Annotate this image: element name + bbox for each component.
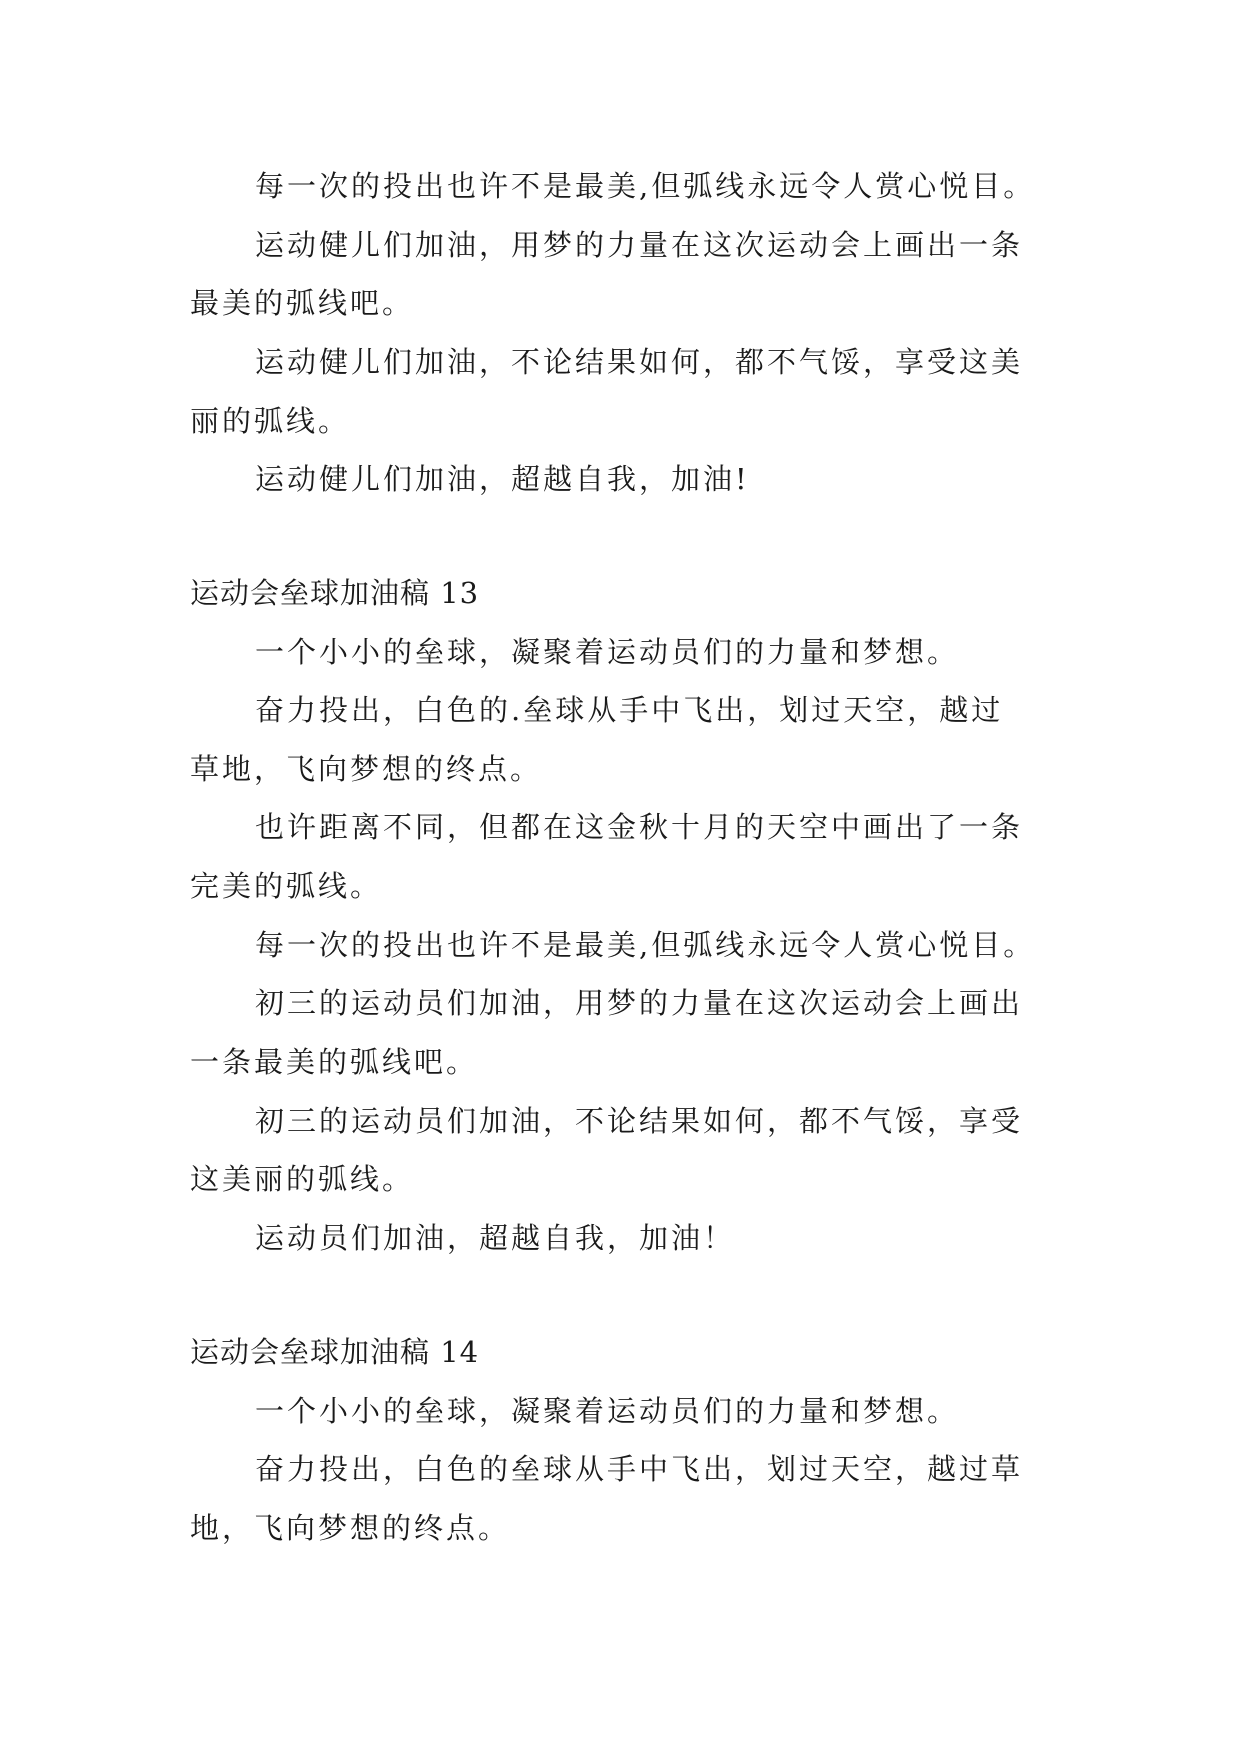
paragraph-line: 地，飞向梦想的终点。	[190, 1511, 511, 1545]
paragraph-line: 运动健儿们加油，用梦的力量在这次运动会上画出一条	[255, 228, 1024, 262]
paragraph-line: 运动健儿们加油，超越自我，加油!	[255, 462, 750, 496]
paragraph-line: 草地，飞向梦想的终点。	[190, 752, 543, 786]
paragraph-line: 也许距离不同，但都在这金秋十月的天空中画出了一条	[255, 810, 1024, 844]
paragraph-line: 最美的弧线吧。	[190, 286, 415, 320]
paragraph-line: 完美的弧线。	[190, 869, 383, 903]
paragraph-line: 每一次的投出也许不是最美,但弧线永远令人赏心悦目。	[255, 169, 1036, 203]
paragraph-line: 运动健儿们加油，不论结果如何，都不气馁，享受这美	[255, 345, 1024, 379]
paragraph-line: 一个小小的垒球，凝聚着运动员们的力量和梦想。	[255, 635, 960, 669]
section-title: 运动会垒球加油稿 13	[190, 576, 480, 610]
paragraph-line: 每一次的投出也许不是最美,但弧线永远令人赏心悦目。	[255, 928, 1036, 962]
paragraph-line: 奋力投出，白色的.垒球从手中飞出，划过天空，越过	[255, 693, 1004, 727]
paragraph-line: 奋力投出，白色的垒球从手中飞出，划过天空，越过草	[255, 1452, 1024, 1486]
paragraph-line: 运动员们加油，超越自我，加油！	[255, 1221, 736, 1255]
paragraph-line: 初三的运动员们加油，用梦的力量在这次运动会上画出	[255, 986, 1024, 1020]
paragraph-line: 初三的运动员们加油，不论结果如何，都不气馁，享受	[255, 1104, 1024, 1138]
paragraph-line: 一条最美的弧线吧。	[190, 1045, 479, 1079]
paragraph-line: 一个小小的垒球，凝聚着运动员们的力量和梦想。	[255, 1394, 960, 1428]
section-title: 运动会垒球加油稿 14	[190, 1335, 480, 1369]
paragraph-line: 这美丽的弧线。	[190, 1162, 415, 1196]
paragraph-line: 丽的弧线。	[190, 404, 351, 438]
